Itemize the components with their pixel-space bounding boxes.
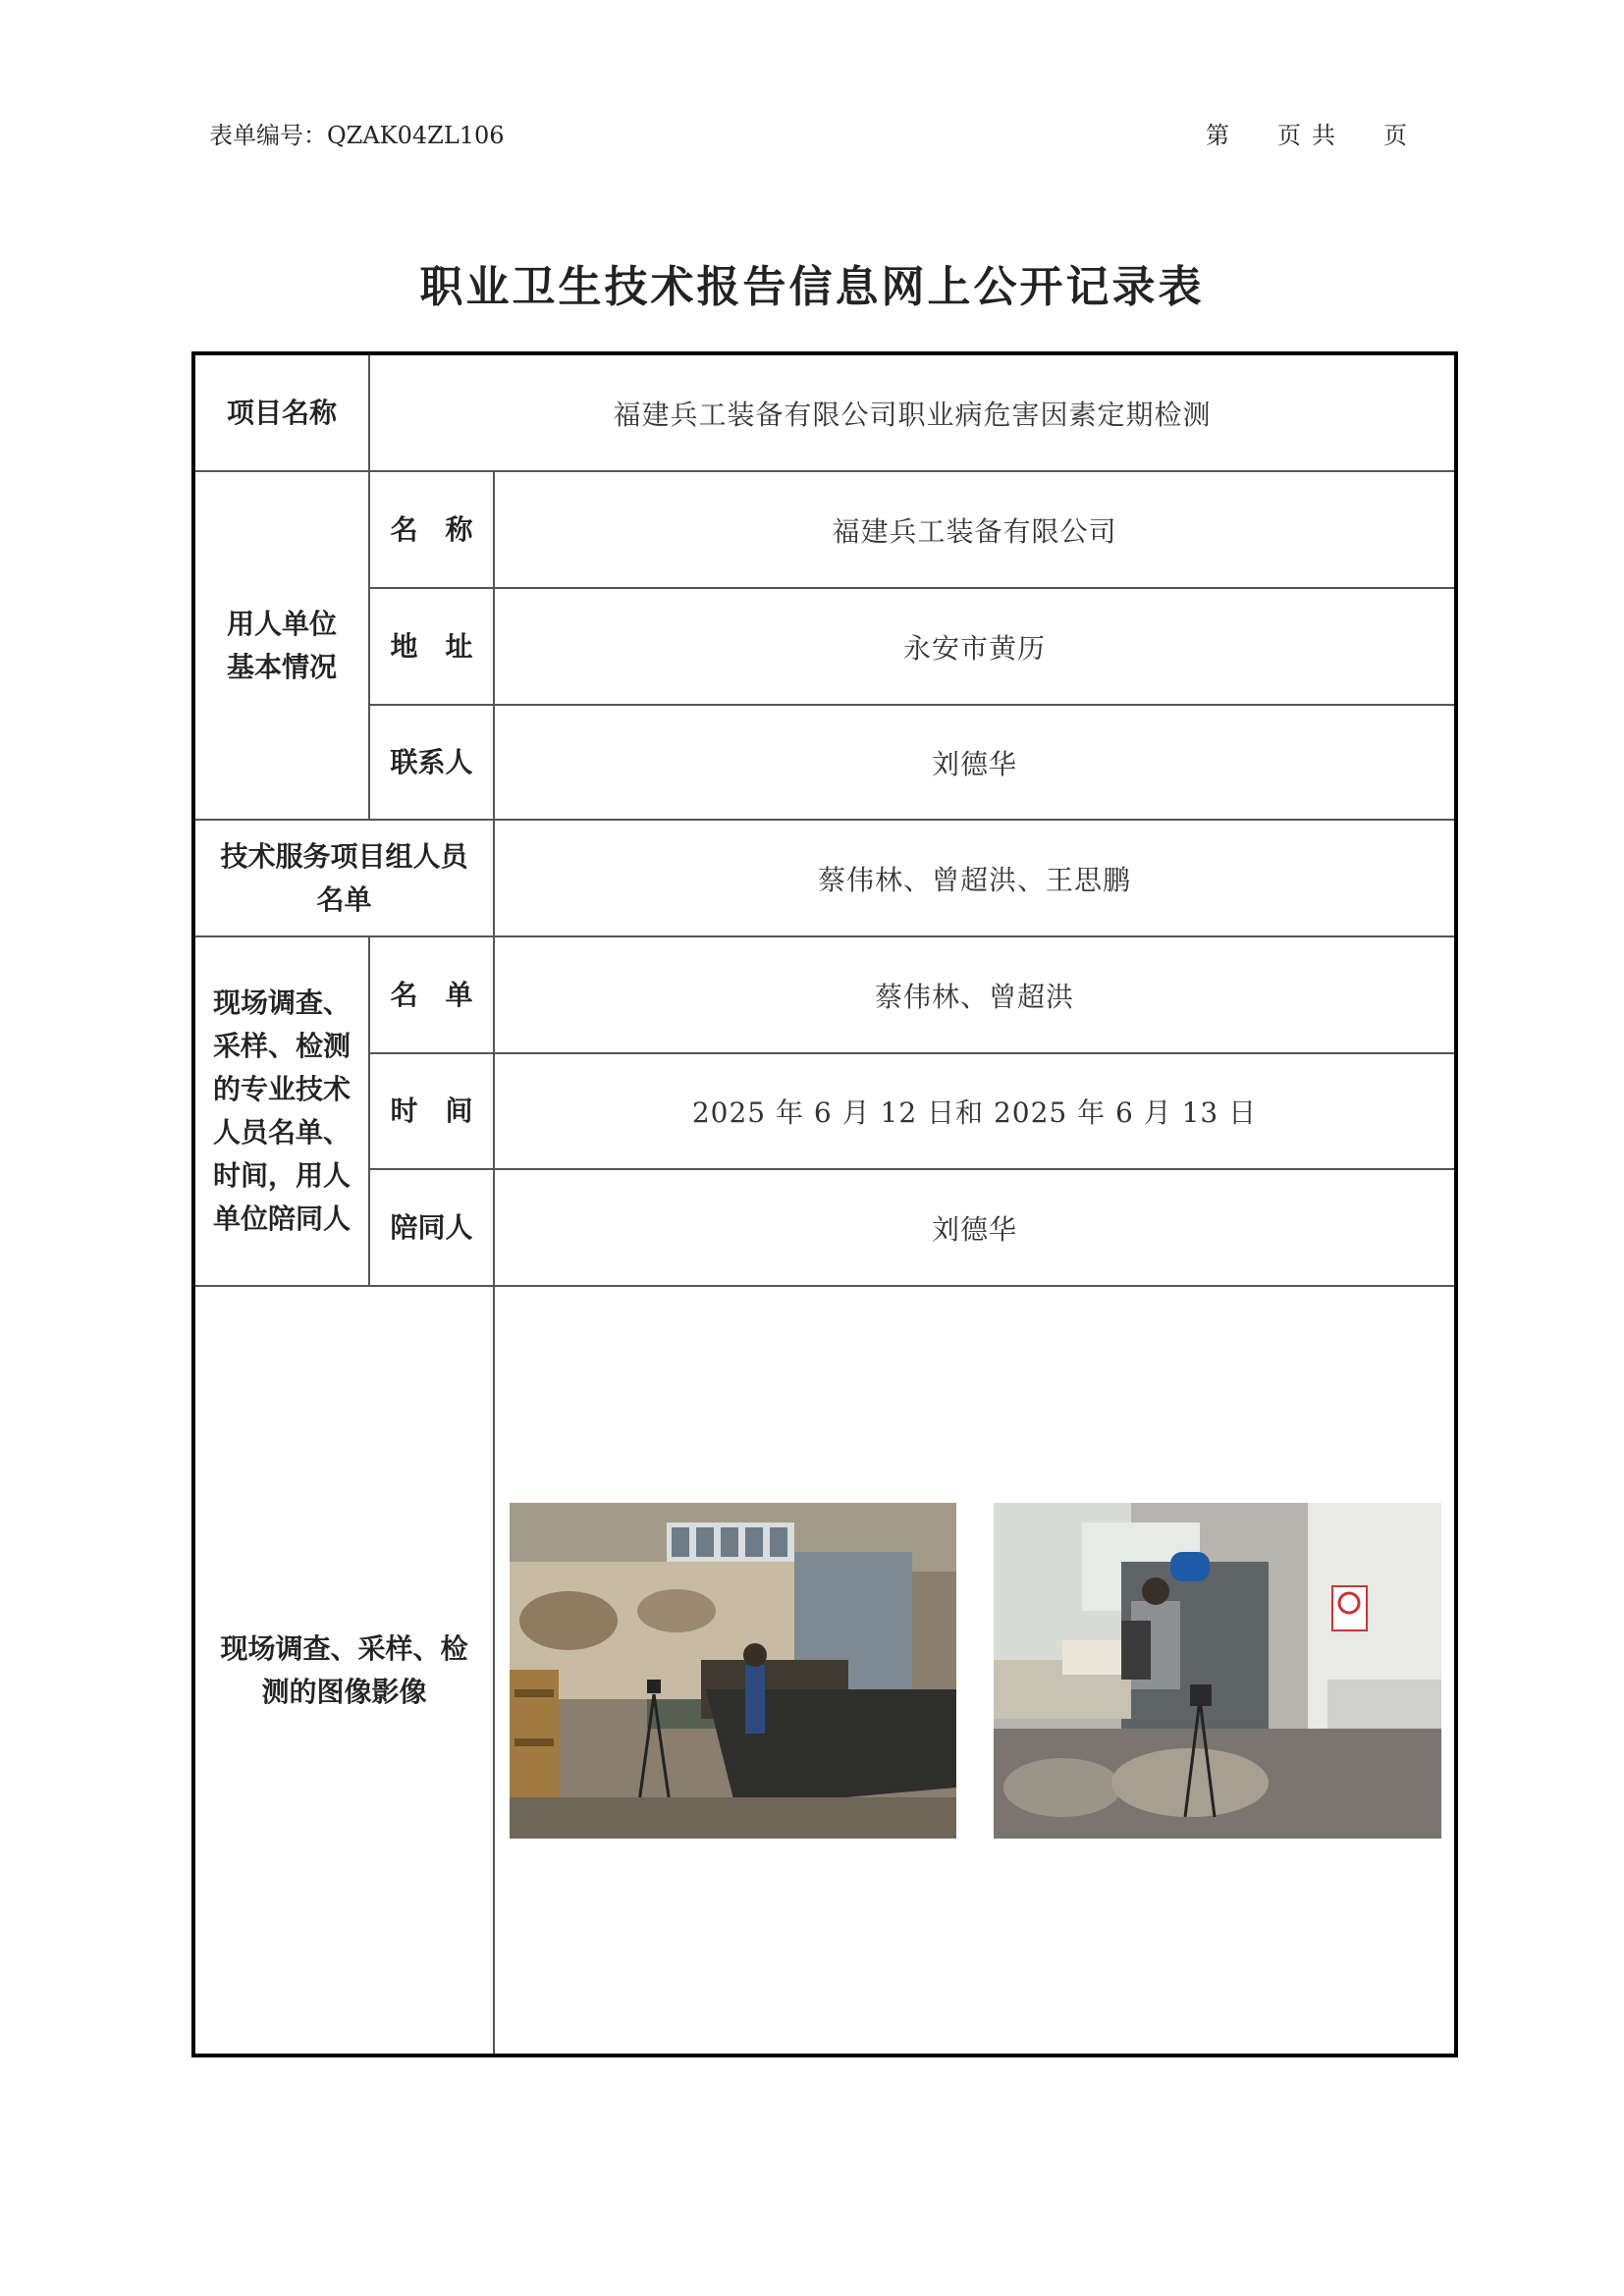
address-label: 地 址: [390, 629, 473, 663]
employer-name-value: 福建兵工装备有限公司: [832, 514, 1117, 548]
team-value: 蔡伟林、曾超洪、王思鹏: [817, 863, 1131, 896]
project-name-value: 福建兵工装备有限公司职业病危害因素定期检测: [613, 398, 1212, 431]
list-value: 蔡伟林、曾超洪: [874, 980, 1074, 1013]
workshop-photo-1: [510, 1503, 956, 1839]
employer-label-line2: 基本情况: [226, 650, 337, 683]
survey-info-label: [195, 937, 368, 1285]
document-title: 职业卫生技术报告信息网上公开记录表: [419, 262, 1205, 312]
page-ye: 页: [1277, 122, 1302, 149]
address-value: 永安市黄历: [902, 631, 1046, 665]
workshop-photo-2: [994, 1503, 1441, 1839]
page-indicator: [1206, 116, 1408, 150]
images-label-line2: 测的图像影像: [261, 1675, 427, 1708]
team-label: [195, 821, 493, 935]
images-label-line1: 现场调查、采样、检: [220, 1631, 468, 1665]
accompany-value: 刘德华: [931, 1212, 1017, 1246]
page-gong: 共: [1312, 122, 1336, 149]
workshop-photo-2-icon: [994, 1503, 1441, 1839]
survey-label-line: 人员名单、: [212, 1116, 351, 1148]
time-label: 时 间: [390, 1095, 473, 1127]
contact-value: 刘德华: [931, 747, 1017, 780]
list-label: 名 单: [390, 978, 473, 1011]
employer-info-label: [195, 472, 368, 819]
contact-label: 联系人: [390, 745, 473, 778]
team-label-line1: 技术服务项目组人员: [220, 839, 468, 873]
survey-label-line: 现场调查、: [212, 987, 351, 1019]
project-name-label: 项目名称: [226, 396, 337, 429]
survey-label-line: 的专业技术: [212, 1073, 351, 1105]
survey-label-line: 单位陪同人: [212, 1202, 351, 1235]
workshop-photo-1-icon: [510, 1503, 956, 1839]
accompany-label: 陪同人: [390, 1210, 473, 1244]
survey-label-line: 时间，用人: [212, 1159, 351, 1192]
form-number: 表单编号：QZAK04ZL106: [209, 122, 505, 149]
page-ye2: 页: [1383, 122, 1408, 149]
page-di: 第: [1206, 122, 1230, 149]
survey-label-line: 采样、检测: [212, 1030, 351, 1062]
employer-label-line1: 用人单位: [226, 607, 337, 640]
images-label: [195, 1287, 493, 2054]
time-value: 2025 年 6 月 12 日和 2025 年 6 月 13 日: [691, 1096, 1258, 1129]
team-label-line2: 名单: [316, 882, 372, 916]
name-label: 名 称: [390, 512, 473, 546]
